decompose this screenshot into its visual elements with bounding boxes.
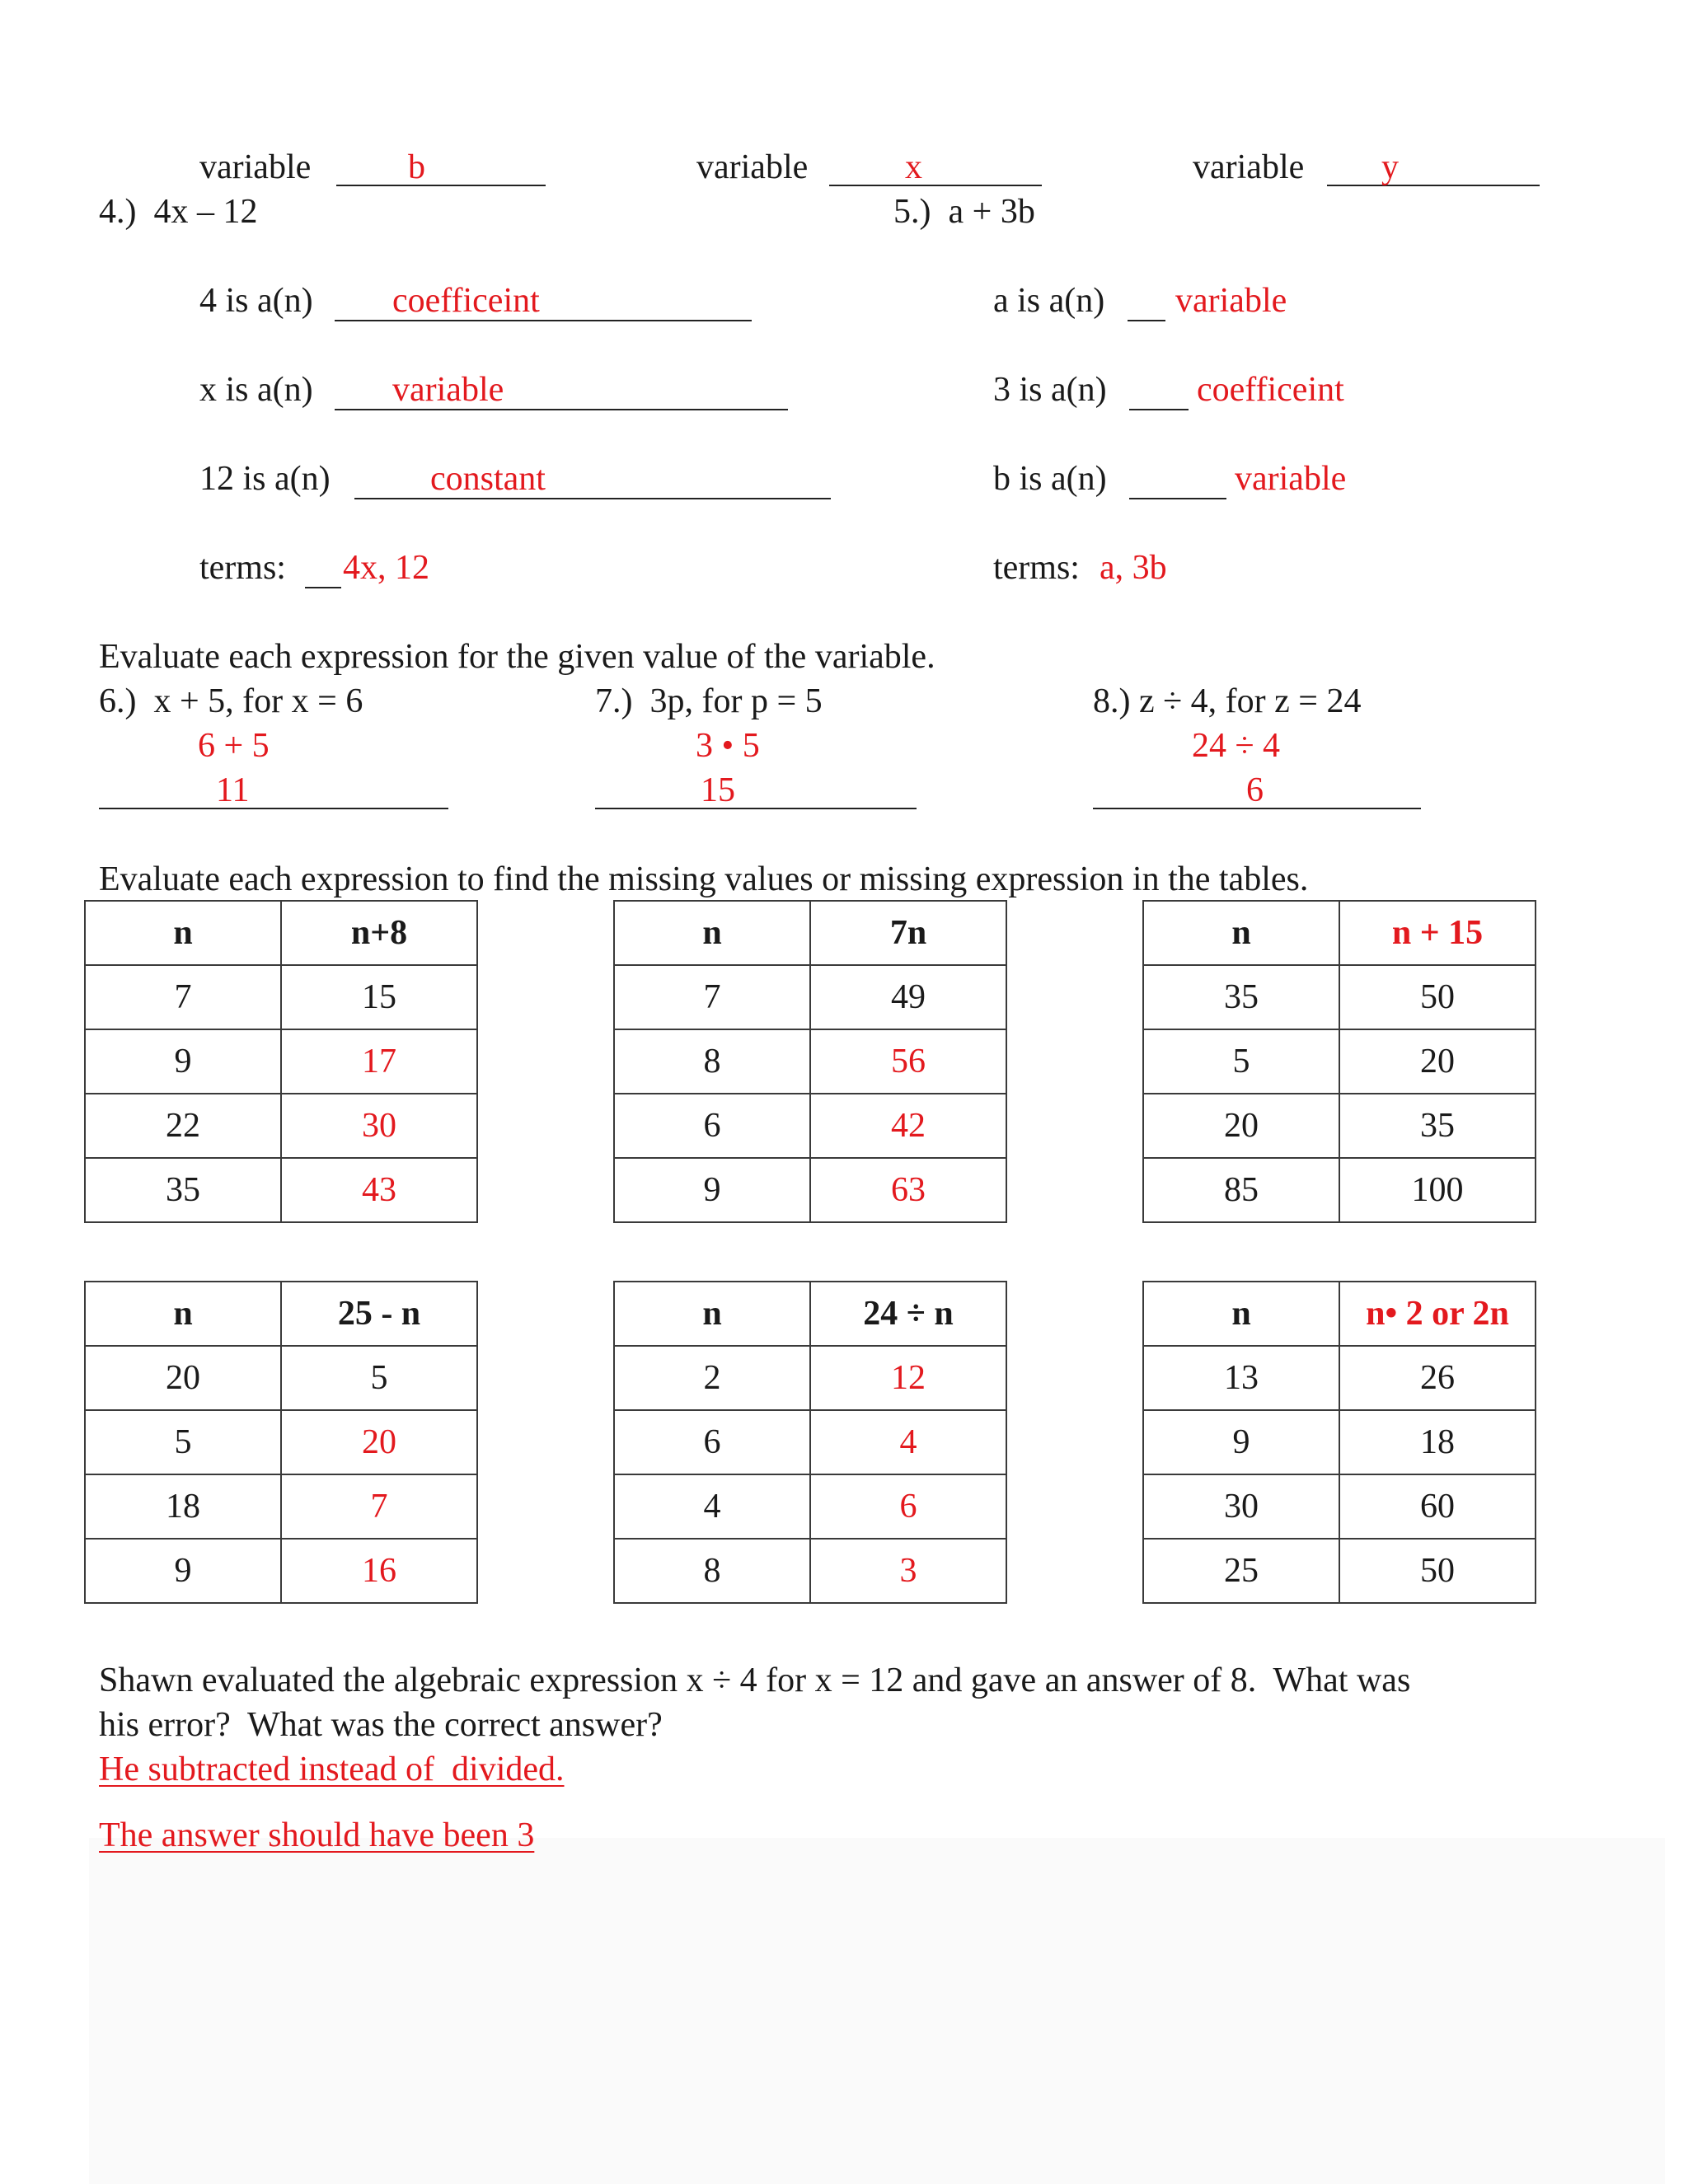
table-cell: 18 <box>1339 1410 1536 1474</box>
blank-line <box>829 185 1042 186</box>
shawn-answer-1: He subtracted instead of divided. <box>99 1750 565 1788</box>
q5-terms-answer: a, 3b <box>1100 549 1167 587</box>
q4-item-label: 4 is a(n) <box>199 282 313 320</box>
table-cell: 22 <box>85 1094 281 1158</box>
table-cell: 6 <box>614 1410 810 1474</box>
table-n-plus-15 <box>1142 900 1536 1223</box>
q5-item-answer: variable <box>1175 282 1287 320</box>
table-cell-answer: 43 <box>281 1158 477 1222</box>
table-cell-answer: 7 <box>281 1474 477 1539</box>
q5-item-answer: variable <box>1235 460 1347 498</box>
variable-answer-3: y <box>1381 148 1399 186</box>
variable-answer-1: b <box>408 148 425 186</box>
problem-4: 4.) 4x – 12 <box>99 193 258 231</box>
table-cell: 9 <box>1143 1410 1339 1474</box>
table-cell: 18 <box>85 1474 281 1539</box>
table-cell: 13 <box>1143 1346 1339 1410</box>
q4-item-answer: variable <box>392 371 504 409</box>
q4-terms-answer: 4x, 12 <box>343 549 429 587</box>
q5-item-label: 3 is a(n) <box>993 371 1107 409</box>
problem-8-answer: 6 <box>1246 771 1264 809</box>
table-cell: 20 <box>85 1346 281 1410</box>
table-cell: 7 <box>614 965 810 1029</box>
table-cell-answer: 17 <box>281 1029 477 1094</box>
q4-item-answer: constant <box>430 460 546 498</box>
table-cell: 35 <box>1339 1094 1536 1158</box>
table-cell: 20 <box>1143 1094 1339 1158</box>
table-header: n <box>1143 1282 1339 1346</box>
table-header: 24 ÷ n <box>810 1282 1006 1346</box>
problem-7-answer: 15 <box>701 771 735 809</box>
table-cell-answer: 63 <box>810 1158 1006 1222</box>
problem-8-prompt: 8.) z ÷ 4, for z = 24 <box>1093 682 1362 720</box>
table-header: n <box>85 1282 281 1346</box>
table-cell: 35 <box>85 1158 281 1222</box>
answer-line <box>99 808 448 809</box>
shawn-question-line1: Shawn evaluated the algebraic expression x ÷ 4 for x = 12 and gave an answer of 8. What was <box>99 1661 1411 1699</box>
table-cell: 50 <box>1339 965 1536 1029</box>
table-cell: 9 <box>85 1029 281 1094</box>
table-cell: 2 <box>614 1346 810 1410</box>
table-cell-answer: 3 <box>810 1539 1006 1603</box>
blank-line <box>305 587 341 588</box>
table-cell: 7 <box>85 965 281 1029</box>
table-header-answer: n + 15 <box>1339 901 1536 965</box>
tables-instruction: Evaluate each expression to find the missing values or missing expression in the tables. <box>99 860 1309 898</box>
answer-line <box>595 808 917 809</box>
q4-item-label: 12 is a(n) <box>199 460 331 498</box>
variable-label-3: variable <box>1193 148 1305 186</box>
table-cell: 15 <box>281 965 477 1029</box>
table-cell: 50 <box>1339 1539 1536 1603</box>
problem-6-prompt: 6.) x + 5, for x = 6 <box>99 682 363 720</box>
table-cell: 6 <box>614 1094 810 1158</box>
table-cell-answer: 20 <box>281 1410 477 1474</box>
table-cell-answer: 56 <box>810 1029 1006 1094</box>
table-n-plus-8 <box>84 900 478 1223</box>
blank-line <box>1128 320 1165 321</box>
table-header-answer: n• 2 or 2n <box>1339 1282 1536 1346</box>
blank-line <box>1129 409 1189 410</box>
table-25-minus-n <box>84 1281 478 1604</box>
table-cell: 85 <box>1143 1158 1339 1222</box>
q4-item-label: x is a(n) <box>199 371 313 409</box>
table-cell: 100 <box>1339 1158 1536 1222</box>
table-header: 25 - n <box>281 1282 477 1346</box>
table-cell: 5 <box>281 1346 477 1410</box>
table-cell: 9 <box>614 1158 810 1222</box>
problem-6-work: 6 + 5 <box>198 727 270 765</box>
table-header: n <box>85 901 281 965</box>
table-header: 7n <box>810 901 1006 965</box>
q5-terms-label: terms: <box>993 549 1080 587</box>
table-cell: 49 <box>810 965 1006 1029</box>
table-cell: 5 <box>85 1410 281 1474</box>
q5-item-answer: coefficeint <box>1197 371 1344 409</box>
blank-line <box>1129 498 1226 499</box>
blank-line <box>1327 185 1540 186</box>
table-cell: 20 <box>1339 1029 1536 1094</box>
evaluate-instruction: Evaluate each expression for the given value of the variable. <box>99 638 935 676</box>
table-cell: 5 <box>1143 1029 1339 1094</box>
table-cell-answer: 12 <box>810 1346 1006 1410</box>
q4-terms-label: terms: <box>199 549 286 587</box>
table-24-div-n <box>613 1281 1007 1604</box>
table-cell: 8 <box>614 1539 810 1603</box>
table-header: n <box>614 901 810 965</box>
table-cell: 25 <box>1143 1539 1339 1603</box>
variable-label-1: variable <box>199 148 312 186</box>
table-cell-answer: 4 <box>810 1410 1006 1474</box>
table-cell-answer: 16 <box>281 1539 477 1603</box>
table-cell-answer: 6 <box>810 1474 1006 1539</box>
problem-7-prompt: 7.) 3p, for p = 5 <box>595 682 823 720</box>
blank-line <box>336 185 546 186</box>
table-header: n <box>614 1282 810 1346</box>
blank-line <box>335 409 788 410</box>
shawn-question-line2: his error? What was the correct answer? <box>99 1706 663 1744</box>
variable-label-2: variable <box>696 148 809 186</box>
blank-line <box>354 498 831 499</box>
q4-item-answer: coefficeint <box>392 282 540 320</box>
table-cell-answer: 42 <box>810 1094 1006 1158</box>
table-cell: 60 <box>1339 1474 1536 1539</box>
problem-8-work: 24 ÷ 4 <box>1192 727 1281 765</box>
table-cell-answer: 30 <box>281 1094 477 1158</box>
problem-6-answer: 11 <box>216 771 250 809</box>
table-cell: 9 <box>85 1539 281 1603</box>
page-shade <box>89 1838 1665 2184</box>
table-cell: 30 <box>1143 1474 1339 1539</box>
table-header: n+8 <box>281 901 477 965</box>
table-header: n <box>1143 901 1339 965</box>
table-cell: 4 <box>614 1474 810 1539</box>
q5-item-label: a is a(n) <box>993 282 1105 320</box>
q5-item-label: b is a(n) <box>993 460 1107 498</box>
table-2n <box>1142 1281 1536 1604</box>
problem-5: 5.) a + 3b <box>893 193 1035 231</box>
variable-answer-2: x <box>905 148 922 186</box>
table-cell: 26 <box>1339 1346 1536 1410</box>
table-cell: 8 <box>614 1029 810 1094</box>
blank-line <box>335 320 752 321</box>
table-cell: 35 <box>1143 965 1339 1029</box>
shawn-answer-2: The answer should have been 3 <box>99 1816 535 1854</box>
table-7n <box>613 900 1007 1223</box>
problem-7-work: 3 • 5 <box>696 727 760 765</box>
